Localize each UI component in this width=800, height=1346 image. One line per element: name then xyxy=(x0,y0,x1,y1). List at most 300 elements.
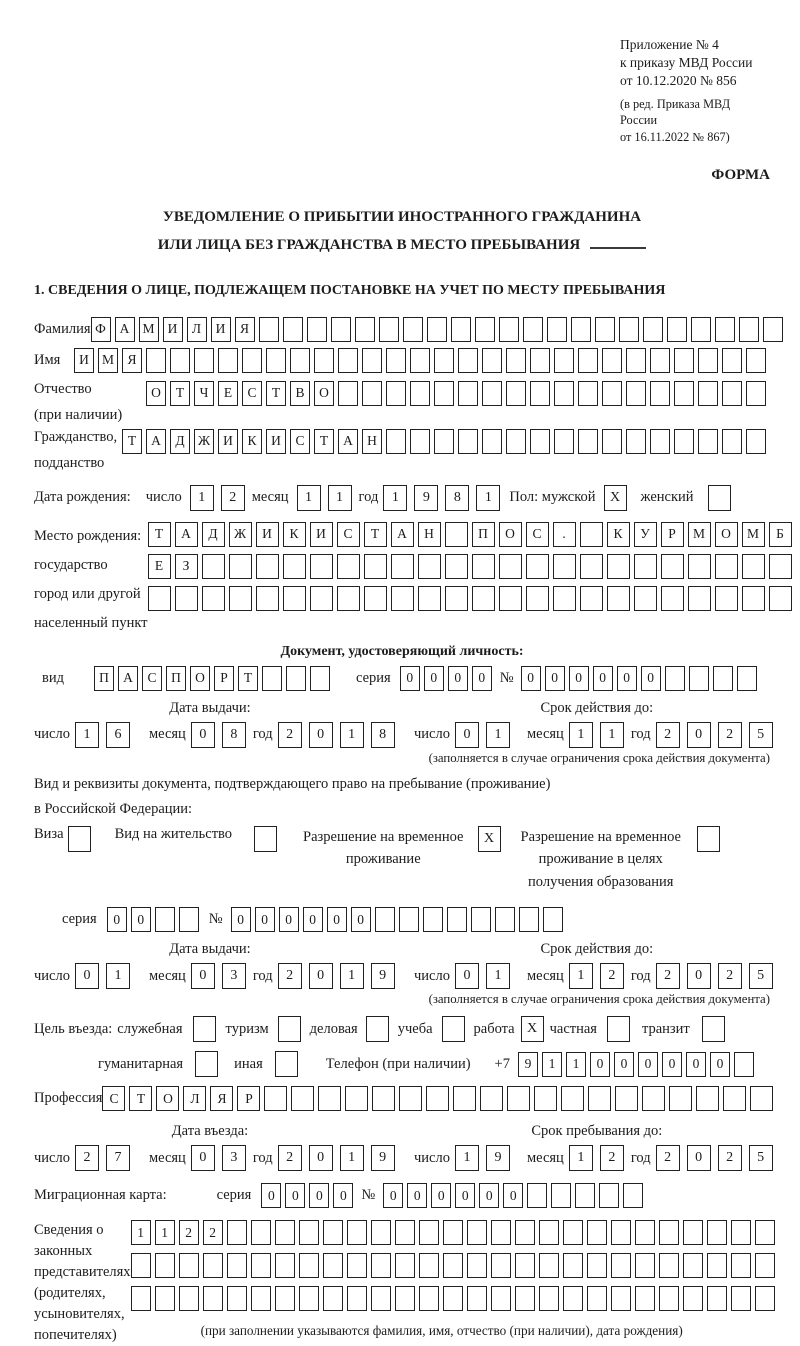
permit-issue-year-cell[interactable]: 2 xyxy=(278,963,302,989)
pob-cell[interactable] xyxy=(580,586,603,611)
patronymic-cell[interactable] xyxy=(410,381,430,406)
doc-type-cell[interactable]: Т xyxy=(238,666,258,691)
patronymic-cell[interactable] xyxy=(650,381,670,406)
rep-cell[interactable] xyxy=(587,1286,607,1311)
pob-cell[interactable]: С xyxy=(526,522,549,547)
name-cell[interactable] xyxy=(626,348,646,373)
patronymic-cell[interactable] xyxy=(434,381,454,406)
permit-valid-year-cell[interactable]: 5 xyxy=(749,963,773,989)
rep-cell[interactable] xyxy=(443,1286,463,1311)
pob-cell[interactable] xyxy=(364,554,387,579)
rep-cell[interactable] xyxy=(275,1220,295,1245)
stay-month-cell[interactable]: 2 xyxy=(600,1145,624,1171)
citizenship-cell[interactable]: Т xyxy=(122,429,142,454)
surname-cell[interactable] xyxy=(643,317,663,342)
permit-valid-year-cell[interactable]: 2 xyxy=(718,963,742,989)
pob-cell[interactable] xyxy=(202,554,225,579)
migration-number-cell[interactable] xyxy=(623,1183,643,1208)
profession-cell[interactable] xyxy=(345,1086,368,1111)
pob-cell[interactable]: О xyxy=(499,522,522,547)
birth-day-cell[interactable]: 1 xyxy=(190,485,214,511)
name-cell[interactable] xyxy=(722,348,742,373)
migration-series-cell[interactable]: 0 xyxy=(309,1183,329,1208)
patronymic-cell[interactable] xyxy=(362,381,382,406)
pob-cell[interactable]: К xyxy=(607,522,630,547)
permit-issue-year-cell[interactable]: 0 xyxy=(309,963,333,989)
profession-cell[interactable] xyxy=(561,1086,584,1111)
pob-cell[interactable]: Р xyxy=(661,522,684,547)
doc-valid-month-cell[interactable]: 1 xyxy=(600,722,624,748)
profession-cell[interactable] xyxy=(264,1086,287,1111)
citizenship-cell[interactable] xyxy=(530,429,550,454)
patronymic-cell[interactable]: Т xyxy=(170,381,190,406)
surname-cell[interactable] xyxy=(307,317,327,342)
rep-cell[interactable] xyxy=(707,1286,727,1311)
name-cell[interactable] xyxy=(530,348,550,373)
permit-number-cell[interactable] xyxy=(495,907,515,932)
rep-cell[interactable] xyxy=(419,1220,439,1245)
profession-cell[interactable] xyxy=(507,1086,530,1111)
rep-cell[interactable] xyxy=(491,1220,511,1245)
citizenship-cell[interactable] xyxy=(650,429,670,454)
pob-cell[interactable]: А xyxy=(175,522,198,547)
migration-number-cell[interactable] xyxy=(527,1183,547,1208)
rep-cell[interactable] xyxy=(587,1220,607,1245)
patronymic-cell[interactable] xyxy=(482,381,502,406)
rep-cell[interactable] xyxy=(731,1253,751,1278)
migration-number-cell[interactable] xyxy=(551,1183,571,1208)
phone-cell[interactable]: 1 xyxy=(566,1052,586,1077)
doc-type-cell[interactable]: П xyxy=(94,666,114,691)
rep-cell[interactable] xyxy=(659,1220,679,1245)
pob-cell[interactable] xyxy=(310,586,333,611)
citizenship-cell[interactable]: А xyxy=(146,429,166,454)
doc-number-cell[interactable]: 0 xyxy=(641,666,661,691)
pob-cell[interactable] xyxy=(499,554,522,579)
surname-cell[interactable] xyxy=(331,317,351,342)
patronymic-cell[interactable]: Ч xyxy=(194,381,214,406)
surname-cell[interactable] xyxy=(451,317,471,342)
doc-valid-month-cell[interactable]: 1 xyxy=(569,722,593,748)
permit-issue-month-cell[interactable]: 0 xyxy=(191,963,215,989)
pob-cell[interactable]: И xyxy=(310,522,333,547)
citizenship-cell[interactable] xyxy=(626,429,646,454)
rep-cell[interactable] xyxy=(491,1286,511,1311)
profession-cell[interactable] xyxy=(372,1086,395,1111)
pob-cell[interactable] xyxy=(472,554,495,579)
pob-cell[interactable]: И xyxy=(256,522,279,547)
surname-cell[interactable]: Ф xyxy=(91,317,111,342)
name-cell[interactable] xyxy=(650,348,670,373)
migration-series-cell[interactable]: 0 xyxy=(285,1183,305,1208)
pob-cell[interactable] xyxy=(499,586,522,611)
migration-number-cell[interactable]: 0 xyxy=(431,1183,451,1208)
surname-cell[interactable] xyxy=(427,317,447,342)
pob-cell[interactable]: Д xyxy=(202,522,225,547)
citizenship-cell[interactable] xyxy=(674,429,694,454)
citizenship-cell[interactable] xyxy=(578,429,598,454)
rep-cell[interactable] xyxy=(563,1220,583,1245)
doc-number-cell[interactable]: 0 xyxy=(617,666,637,691)
entry-day-cell[interactable]: 7 xyxy=(106,1145,130,1171)
pob-cell[interactable] xyxy=(526,554,549,579)
citizenship-cell[interactable] xyxy=(434,429,454,454)
pob-cell[interactable] xyxy=(148,586,171,611)
pob-cell[interactable]: М xyxy=(688,522,711,547)
name-cell[interactable] xyxy=(194,348,214,373)
phone-cell[interactable]: 0 xyxy=(710,1052,730,1077)
rep-cell[interactable] xyxy=(347,1220,367,1245)
doc-valid-year-cell[interactable]: 5 xyxy=(749,722,773,748)
permit-number-cell[interactable] xyxy=(399,907,419,932)
surname-cell[interactable] xyxy=(403,317,423,342)
migration-number-cell[interactable]: 0 xyxy=(503,1183,523,1208)
pob-cell[interactable] xyxy=(445,586,468,611)
pob-cell[interactable] xyxy=(310,554,333,579)
rep-cell[interactable] xyxy=(275,1253,295,1278)
pob-cell[interactable]: Ж xyxy=(229,522,252,547)
rep-cell[interactable] xyxy=(299,1220,319,1245)
rep-cell[interactable] xyxy=(467,1220,487,1245)
migration-series-cell[interactable]: 0 xyxy=(333,1183,353,1208)
doc-valid-year-cell[interactable]: 2 xyxy=(656,722,680,748)
stay-year-cell[interactable]: 2 xyxy=(656,1145,680,1171)
rep-cell[interactable] xyxy=(203,1253,223,1278)
name-cell[interactable] xyxy=(242,348,262,373)
rep-cell[interactable] xyxy=(635,1220,655,1245)
pob-cell[interactable] xyxy=(742,554,765,579)
rep-cell[interactable] xyxy=(419,1253,439,1278)
name-cell[interactable] xyxy=(338,348,358,373)
rep-cell[interactable] xyxy=(347,1286,367,1311)
permit-series-cell[interactable]: 0 xyxy=(107,907,127,932)
surname-cell[interactable]: М xyxy=(139,317,159,342)
rep-cell[interactable] xyxy=(131,1286,151,1311)
permit-number-cell[interactable]: 0 xyxy=(279,907,299,932)
name-cell[interactable] xyxy=(386,348,406,373)
permit-number-cell[interactable]: 0 xyxy=(231,907,251,932)
doc-series-cell[interactable]: 0 xyxy=(448,666,468,691)
doc-valid-year-cell[interactable]: 0 xyxy=(687,722,711,748)
profession-cell[interactable] xyxy=(318,1086,341,1111)
migration-series-cell[interactable]: 0 xyxy=(261,1183,281,1208)
doc-issue-month-cell[interactable]: 8 xyxy=(222,722,246,748)
surname-cell[interactable] xyxy=(691,317,711,342)
phone-cell[interactable]: 0 xyxy=(662,1052,682,1077)
permit-number-cell[interactable] xyxy=(375,907,395,932)
name-cell[interactable] xyxy=(506,348,526,373)
rep-cell[interactable] xyxy=(227,1286,247,1311)
doc-number-cell[interactable]: 0 xyxy=(569,666,589,691)
pob-cell[interactable]: Н xyxy=(418,522,441,547)
pob-cell[interactable] xyxy=(283,554,306,579)
rep-cell[interactable] xyxy=(659,1286,679,1311)
rep-cell[interactable] xyxy=(539,1286,559,1311)
entry-year-cell[interactable]: 2 xyxy=(278,1145,302,1171)
profession-cell[interactable] xyxy=(669,1086,692,1111)
surname-cell[interactable] xyxy=(715,317,735,342)
profession-cell[interactable] xyxy=(453,1086,476,1111)
pob-cell[interactable] xyxy=(337,586,360,611)
purpose-tourism-cell[interactable] xyxy=(278,1016,301,1042)
pob-cell[interactable] xyxy=(391,586,414,611)
patronymic-cell[interactable] xyxy=(746,381,766,406)
permit-valid-year-cell[interactable]: 2 xyxy=(656,963,680,989)
permit-issue-month-cell[interactable]: 3 xyxy=(222,963,246,989)
surname-cell[interactable] xyxy=(379,317,399,342)
pob-cell[interactable] xyxy=(337,554,360,579)
doc-series-cell[interactable]: 0 xyxy=(472,666,492,691)
surname-cell[interactable] xyxy=(571,317,591,342)
patronymic-cell[interactable] xyxy=(674,381,694,406)
doc-type-cell[interactable]: А xyxy=(118,666,138,691)
citizenship-cell[interactable]: Н xyxy=(362,429,382,454)
surname-cell[interactable] xyxy=(619,317,639,342)
rep-cell[interactable] xyxy=(611,1286,631,1311)
profession-cell[interactable] xyxy=(291,1086,314,1111)
surname-cell[interactable] xyxy=(259,317,279,342)
profession-cell[interactable] xyxy=(480,1086,503,1111)
pob-cell[interactable] xyxy=(472,586,495,611)
permit-valid-month-cell[interactable]: 1 xyxy=(569,963,593,989)
pob-cell[interactable] xyxy=(445,554,468,579)
surname-cell[interactable] xyxy=(283,317,303,342)
doc-number-cell[interactable]: 0 xyxy=(521,666,541,691)
migration-number-cell[interactable] xyxy=(599,1183,619,1208)
rep-cell[interactable] xyxy=(707,1253,727,1278)
rep-cell[interactable] xyxy=(515,1286,535,1311)
permit-valid-day-cell[interactable]: 1 xyxy=(486,963,510,989)
pob-cell[interactable] xyxy=(580,522,603,547)
patronymic-cell[interactable] xyxy=(698,381,718,406)
migration-number-cell[interactable]: 0 xyxy=(455,1183,475,1208)
entry-year-cell[interactable]: 1 xyxy=(340,1145,364,1171)
profession-cell[interactable] xyxy=(399,1086,422,1111)
doc-type-cell[interactable]: Р xyxy=(214,666,234,691)
stay-day-cell[interactable]: 9 xyxy=(486,1145,510,1171)
name-cell[interactable] xyxy=(146,348,166,373)
birth-month-cell[interactable]: 1 xyxy=(328,485,352,511)
profession-cell[interactable]: Т xyxy=(129,1086,152,1111)
doc-issue-year-cell[interactable]: 1 xyxy=(340,722,364,748)
rep-cell[interactable] xyxy=(395,1286,415,1311)
citizenship-cell[interactable]: И xyxy=(266,429,286,454)
permit-valid-day-cell[interactable]: 0 xyxy=(455,963,479,989)
citizenship-cell[interactable] xyxy=(602,429,622,454)
rep-cell[interactable] xyxy=(539,1220,559,1245)
doc-issue-month-cell[interactable]: 0 xyxy=(191,722,215,748)
rep-cell[interactable]: 2 xyxy=(203,1220,223,1245)
rep-cell[interactable]: 1 xyxy=(155,1220,175,1245)
permit-issue-year-cell[interactable]: 1 xyxy=(340,963,364,989)
migration-number-cell[interactable]: 0 xyxy=(383,1183,403,1208)
rep-cell[interactable] xyxy=(563,1286,583,1311)
patronymic-cell[interactable] xyxy=(578,381,598,406)
rep-cell[interactable] xyxy=(299,1253,319,1278)
name-cell[interactable] xyxy=(314,348,334,373)
entry-year-cell[interactable]: 0 xyxy=(309,1145,333,1171)
rep-cell[interactable] xyxy=(515,1220,535,1245)
citizenship-cell[interactable] xyxy=(722,429,742,454)
surname-cell[interactable] xyxy=(739,317,759,342)
purpose-business-cell[interactable] xyxy=(366,1016,389,1042)
profession-cell[interactable]: Р xyxy=(237,1086,260,1111)
patronymic-cell[interactable]: В xyxy=(290,381,310,406)
rep-cell[interactable] xyxy=(755,1253,775,1278)
doc-number-cell[interactable] xyxy=(665,666,685,691)
doc-issue-day-cell[interactable]: 6 xyxy=(106,722,130,748)
rep-cell[interactable] xyxy=(731,1286,751,1311)
citizenship-cell[interactable] xyxy=(746,429,766,454)
citizenship-cell[interactable] xyxy=(386,429,406,454)
profession-cell[interactable]: Я xyxy=(210,1086,233,1111)
patronymic-cell[interactable] xyxy=(722,381,742,406)
profession-cell[interactable] xyxy=(615,1086,638,1111)
rep-cell[interactable] xyxy=(275,1286,295,1311)
pob-cell[interactable] xyxy=(256,586,279,611)
pob-cell[interactable]: К xyxy=(283,522,306,547)
patronymic-cell[interactable] xyxy=(530,381,550,406)
name-cell[interactable] xyxy=(290,348,310,373)
rep-cell[interactable] xyxy=(347,1253,367,1278)
doc-type-cell[interactable]: С xyxy=(142,666,162,691)
citizenship-cell[interactable]: И xyxy=(218,429,238,454)
name-cell[interactable]: М xyxy=(98,348,118,373)
pob-cell[interactable] xyxy=(364,586,387,611)
sex-male-cell[interactable]: X xyxy=(604,485,627,511)
rep-cell[interactable] xyxy=(155,1286,175,1311)
permit-number-cell[interactable] xyxy=(423,907,443,932)
name-cell[interactable]: И xyxy=(74,348,94,373)
migration-number-cell[interactable]: 0 xyxy=(407,1183,427,1208)
patronymic-cell[interactable] xyxy=(338,381,358,406)
doc-issue-day-cell[interactable]: 1 xyxy=(75,722,99,748)
rep-cell[interactable] xyxy=(131,1253,151,1278)
permit-valid-month-cell[interactable]: 2 xyxy=(600,963,624,989)
phone-cell[interactable] xyxy=(734,1052,754,1077)
permit-issue-day-cell[interactable]: 0 xyxy=(75,963,99,989)
entry-year-cell[interactable]: 9 xyxy=(371,1145,395,1171)
doc-number-cell[interactable]: 0 xyxy=(545,666,565,691)
rep-cell[interactable] xyxy=(563,1253,583,1278)
name-cell[interactable] xyxy=(458,348,478,373)
phone-cell[interactable]: 0 xyxy=(638,1052,658,1077)
surname-cell[interactable]: Я xyxy=(235,317,255,342)
surname-cell[interactable] xyxy=(355,317,375,342)
rep-cell[interactable] xyxy=(707,1220,727,1245)
profession-cell[interactable] xyxy=(426,1086,449,1111)
rep-cell[interactable] xyxy=(683,1286,703,1311)
rep-cell[interactable] xyxy=(371,1220,391,1245)
rep-cell[interactable] xyxy=(635,1253,655,1278)
rep-cell[interactable] xyxy=(323,1253,343,1278)
pob-cell[interactable] xyxy=(769,554,792,579)
rep-cell[interactable] xyxy=(467,1253,487,1278)
name-cell[interactable] xyxy=(434,348,454,373)
doc-series-cell[interactable]: 0 xyxy=(424,666,444,691)
rep-cell[interactable] xyxy=(683,1220,703,1245)
rep-cell[interactable] xyxy=(443,1253,463,1278)
name-cell[interactable] xyxy=(674,348,694,373)
surname-cell[interactable] xyxy=(499,317,519,342)
pob-cell[interactable]: А xyxy=(391,522,414,547)
pob-cell[interactable] xyxy=(607,554,630,579)
profession-cell[interactable] xyxy=(642,1086,665,1111)
sex-female-cell[interactable] xyxy=(708,485,731,511)
pob-cell[interactable] xyxy=(688,554,711,579)
doc-type-cell[interactable]: О xyxy=(190,666,210,691)
surname-cell[interactable]: И xyxy=(163,317,183,342)
purpose-work-cell[interactable]: X xyxy=(521,1016,544,1042)
phone-cell[interactable]: 1 xyxy=(542,1052,562,1077)
birth-year-cell[interactable]: 9 xyxy=(414,485,438,511)
rep-cell[interactable] xyxy=(443,1220,463,1245)
doc-type-cell[interactable]: П xyxy=(166,666,186,691)
name-cell[interactable]: Я xyxy=(122,348,142,373)
profession-cell[interactable] xyxy=(696,1086,719,1111)
rep-cell[interactable] xyxy=(251,1286,271,1311)
rep-cell[interactable] xyxy=(491,1253,511,1278)
purpose-official-cell[interactable] xyxy=(193,1016,216,1042)
temp-permit-cell[interactable]: X xyxy=(478,826,501,852)
pob-cell[interactable] xyxy=(553,554,576,579)
pob-cell[interactable] xyxy=(553,586,576,611)
pob-cell[interactable] xyxy=(283,586,306,611)
citizenship-cell[interactable] xyxy=(458,429,478,454)
permit-number-cell[interactable] xyxy=(471,907,491,932)
profession-cell[interactable] xyxy=(588,1086,611,1111)
citizenship-cell[interactable]: С xyxy=(290,429,310,454)
rep-cell[interactable] xyxy=(203,1286,223,1311)
patronymic-cell[interactable] xyxy=(554,381,574,406)
birth-year-cell[interactable]: 8 xyxy=(445,485,469,511)
doc-valid-year-cell[interactable]: 2 xyxy=(718,722,742,748)
permit-series-cell[interactable] xyxy=(155,907,175,932)
pob-cell[interactable]: С xyxy=(337,522,360,547)
name-cell[interactable] xyxy=(602,348,622,373)
doc-number-cell[interactable]: 0 xyxy=(593,666,613,691)
doc-issue-year-cell[interactable]: 8 xyxy=(371,722,395,748)
name-cell[interactable] xyxy=(746,348,766,373)
rep-cell[interactable] xyxy=(371,1286,391,1311)
rep-cell[interactable] xyxy=(683,1253,703,1278)
pob-cell[interactable]: З xyxy=(175,554,198,579)
permit-number-cell[interactable]: 0 xyxy=(303,907,323,932)
birth-day-cell[interactable]: 2 xyxy=(221,485,245,511)
rep-cell[interactable] xyxy=(179,1286,199,1311)
rep-cell[interactable] xyxy=(755,1220,775,1245)
rep-cell[interactable] xyxy=(323,1220,343,1245)
citizenship-cell[interactable]: Ж xyxy=(194,429,214,454)
pob-cell[interactable] xyxy=(445,522,468,547)
patronymic-cell[interactable]: Е xyxy=(218,381,238,406)
migration-number-cell[interactable] xyxy=(575,1183,595,1208)
permit-issue-year-cell[interactable]: 9 xyxy=(371,963,395,989)
rep-cell[interactable] xyxy=(755,1286,775,1311)
pob-cell[interactable] xyxy=(634,554,657,579)
name-cell[interactable] xyxy=(170,348,190,373)
rep-cell[interactable] xyxy=(227,1253,247,1278)
rep-cell[interactable] xyxy=(251,1253,271,1278)
migration-number-cell[interactable]: 0 xyxy=(479,1183,499,1208)
pob-cell[interactable]: У xyxy=(634,522,657,547)
citizenship-cell[interactable] xyxy=(698,429,718,454)
pob-cell[interactable] xyxy=(607,586,630,611)
permit-series-cell[interactable] xyxy=(179,907,199,932)
patronymic-cell[interactable] xyxy=(458,381,478,406)
pob-cell[interactable] xyxy=(202,586,225,611)
pob-cell[interactable] xyxy=(175,586,198,611)
